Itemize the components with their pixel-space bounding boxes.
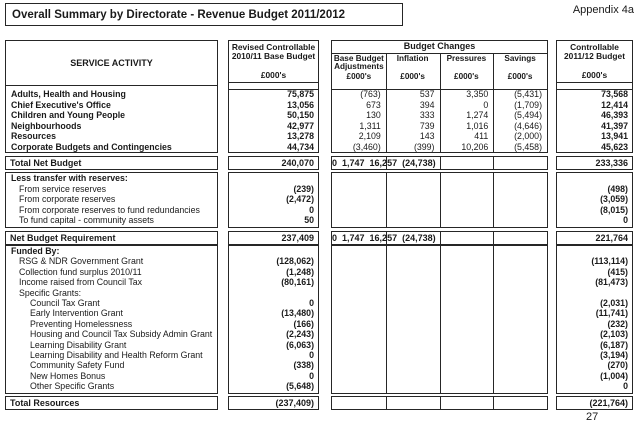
net-budget-requirement-base: 237,409 (228, 231, 319, 245)
controllable-budget-panel (556, 40, 633, 153)
col-header-savings: Savings £000's (493, 53, 547, 83)
directorate-label: Neighbourhoods (11, 120, 82, 131)
reserves-base-panel (228, 172, 319, 228)
total-net-budget-out: 233,336 (556, 156, 633, 170)
funded-by-label: Specific Grants: (19, 287, 82, 298)
funded-by-base-value: (80,161) (281, 277, 314, 288)
funded-by-label: Income raised from Council Tax (19, 277, 143, 288)
units-label: £000's (400, 72, 425, 81)
budget-changes-subheaders (332, 53, 547, 83)
base-budget-value: 13,278 (287, 131, 314, 141)
funded-by-out-value: (1,004) (600, 370, 628, 381)
inflation-total: 1,747 (342, 157, 365, 168)
inflation-value: 394 (419, 99, 435, 110)
service-activity-label: SERVICE ACTIVITY (70, 58, 153, 68)
funded-by-base-value (229, 288, 318, 298)
funded-by-label: Community Safety Fund (30, 360, 125, 371)
pressures-value: 3,350 (466, 89, 489, 99)
savings-value: (5,431) (514, 89, 542, 99)
total-resources-base: (237,409) (228, 396, 319, 410)
funded-by-label: Preventing Homelessness (30, 318, 133, 329)
funded-by-out-value: (11,741) (595, 308, 628, 319)
total-resources-changes (331, 396, 548, 410)
inflation-total: 1,747 (342, 232, 365, 243)
table-row (332, 131, 547, 142)
funded-by-label: RSG & NDR Government Grant (19, 256, 144, 267)
adjustments-total: 0 (332, 232, 338, 243)
base-budget-value: 44,734 (287, 141, 314, 152)
pressures-total: 16,257 (369, 157, 398, 168)
reserves-base-value (229, 173, 318, 184)
funded-by-out-value (557, 288, 632, 298)
funded-by-out-value: (270) (607, 360, 628, 371)
column-dividers (332, 397, 547, 409)
col-header-pressures: Pressures £000's (440, 53, 494, 83)
net-budget-requirement-row (5, 231, 218, 245)
total-net-budget-label: Total Net Budget (10, 157, 82, 168)
directorate-label: Resources (11, 131, 56, 141)
revised-base-values (229, 89, 318, 152)
reserves-out-value: (498) (607, 183, 628, 194)
directorate-label: Children and Young People (11, 110, 126, 120)
column-dividers (332, 173, 547, 227)
controllable-budget-values (557, 89, 632, 152)
funded-by-labels-panel (5, 245, 218, 394)
funded-by-base-value: (2,243) (286, 329, 314, 340)
controllable-budget-value: 41,397 (601, 120, 628, 131)
total-resources-label: Total Resources (10, 397, 80, 408)
reserves-changes-panel (331, 172, 548, 228)
savings-value: (2,000) (514, 131, 542, 141)
base-budget-value: 13,056 (287, 99, 314, 110)
funded-by-base-value (229, 246, 318, 256)
title-box (5, 3, 403, 26)
savings-total: (24,738) (402, 157, 436, 168)
page-number: 27 (586, 411, 599, 423)
units-label: £000's (581, 70, 608, 80)
funded-by-base-value: (5,648) (286, 381, 314, 392)
budget-changes-panel (331, 40, 548, 153)
funded-by-base-value: 0 (309, 370, 314, 381)
inflation-value: 739 (419, 120, 435, 131)
units-label: £000's (454, 72, 479, 81)
funded-by-base-value: (166) (293, 318, 314, 329)
controllable-budget-value: 46,393 (601, 110, 628, 120)
funded-by-label: Early Intervention Grant (30, 308, 123, 319)
savings-total: (24,738) (402, 232, 436, 243)
pressures-value: 0 (483, 99, 489, 110)
funded-by-base-panel (228, 245, 319, 394)
funded-by-out-value (557, 246, 632, 256)
reserves-out-value: 0 (623, 215, 628, 225)
funded-by-base-value: 0 (309, 297, 314, 308)
funded-by-out-value: (6,187) (600, 339, 628, 350)
pressures-value: 411 (474, 131, 489, 141)
base-budget-value: 50,150 (287, 110, 314, 120)
service-activity-header (6, 41, 217, 86)
funded-by-base-value: (128,062) (276, 256, 314, 267)
reserves-base-value: 50 (304, 215, 314, 225)
inflation-value: (399) (413, 141, 435, 152)
page-title: Overall Summary by Directorate - Revenue Budget 2011/2012 (12, 8, 346, 21)
net-budget-requirement-changes (331, 231, 548, 245)
funded-by-out-value: (2,031) (600, 297, 628, 308)
adjustments-value: (763) (360, 89, 381, 99)
funded-by-base-value: (338) (293, 360, 314, 371)
directorate-label: Corporate Budgets and Contingencies (11, 141, 172, 152)
net-budget-requirement-out: 221,764 (556, 231, 633, 245)
adjustments-value: 130 (366, 110, 381, 120)
inflation-value: 537 (419, 89, 435, 99)
funded-by-out-panel (556, 245, 633, 394)
pressures-total: 16,257 (369, 232, 398, 243)
directorate-label: Adults, Health and Housing (11, 89, 126, 99)
reserves-label: To fund capital - community assets (19, 215, 154, 225)
col-header-base-budget-adjustments: Base Budget Adjustments £000's (333, 53, 384, 81)
funded-by-base-value: (6,063) (286, 339, 314, 350)
revised-base-header (229, 41, 318, 83)
funded-by-out-value: (3,194) (600, 349, 628, 360)
total-net-budget-changes (331, 156, 548, 170)
reserves-base-value: 0 (309, 204, 314, 215)
pressures-value: 10,206 (461, 141, 489, 152)
inflation-value: 143 (419, 131, 435, 141)
base-budget-value: 42,977 (287, 120, 314, 131)
reserves-label: From corporate reserves to fund redundancies (19, 204, 200, 215)
funded-by-out-value: 0 (623, 381, 628, 392)
controllable-budget-header (557, 41, 632, 83)
units-label: £000's (346, 72, 372, 81)
funded-by-label: New Homes Bonus (30, 370, 106, 381)
reserves-labels-panel (5, 172, 218, 228)
revised-base-title: Revised Controllable 2010/11 Base Budget (231, 42, 316, 61)
table-row (332, 142, 547, 153)
reserves-base-value: (239) (293, 183, 314, 194)
directorate-label: Chief Executive's Office (11, 99, 111, 110)
revised-base-panel (228, 40, 319, 153)
funded-by-changes-panel (331, 245, 548, 394)
reserves-out-value: (8,015) (600, 204, 628, 215)
savings-value: (4,646) (514, 120, 542, 131)
funded-by-label: Other Specific Grants (30, 381, 115, 392)
savings-value: (5,458) (514, 141, 542, 152)
funded-by-base-value: 0 (309, 349, 314, 360)
funded-by-base-value: (1,248) (286, 266, 314, 277)
units-label: £000's (507, 72, 533, 81)
reserves-label: Less transfer with reserves: (11, 173, 128, 183)
controllable-budget-value: 73,568 (601, 89, 628, 99)
total-net-budget-row (5, 156, 218, 170)
table-row (332, 89, 547, 100)
reserves-out-value (557, 173, 632, 184)
controllable-budget-value: 12,414 (601, 99, 628, 110)
adjustments-value: 673 (366, 99, 381, 110)
funded-by-out-value: (113,114) (591, 256, 628, 267)
table-row (332, 100, 547, 111)
reserves-label: From service reserves (19, 183, 107, 194)
pressures-value: 1,274 (466, 110, 489, 120)
funded-by-label: Learning Disability and Health Reform Grant (30, 349, 203, 360)
table-row (332, 110, 547, 121)
service-activity-panel (5, 40, 218, 153)
reserves-out-value: (3,059) (600, 194, 628, 204)
pressures-value: 1,016 (466, 120, 489, 131)
appendix-label: Appendix 4a (572, 4, 634, 16)
adjustments-value: 1,311 (359, 120, 381, 131)
controllable-budget-value: 45,623 (601, 141, 628, 152)
total-resources-out: (221,764) (556, 396, 633, 410)
table-row (332, 121, 547, 132)
funded-by-label: Council Tax Grant (30, 297, 100, 308)
controllable-budget-value: 13,941 (601, 131, 628, 141)
savings-value: (5,494) (514, 110, 542, 120)
units-label: £000's (260, 70, 287, 80)
base-budget-value: 75,875 (287, 89, 314, 99)
reserves-base-value: (2,472) (286, 194, 314, 204)
budget-changes-header: Budget Changes (332, 41, 547, 54)
col-header-inflation: Inflation £000's (386, 53, 440, 83)
total-resources-row (5, 396, 218, 410)
adjustments-value: (3,460) (352, 141, 381, 152)
funded-by-out-value: (81,473) (595, 277, 628, 288)
adjustments-total: 0 (332, 157, 338, 168)
savings-value: (1,709) (514, 99, 542, 110)
funded-by-label: Collection fund surplus 2010/11 (19, 266, 142, 277)
column-dividers (332, 246, 547, 393)
reserves-label: From corporate reserves (19, 194, 116, 204)
directorate-labels (6, 89, 217, 152)
total-net-budget-base: 240,070 (228, 156, 319, 170)
net-budget-requirement-label: Net Budget Requirement (10, 232, 116, 243)
funded-by-base-value: (13,480) (281, 308, 314, 319)
inflation-value: 333 (419, 110, 435, 120)
budget-changes-values (332, 89, 547, 152)
funded-by-out-value: (415) (607, 266, 628, 277)
funded-by-label: Funded By: (11, 246, 60, 256)
controllable-budget-title: Controllable 2011/12 Budget (564, 42, 625, 61)
reserves-out-panel (556, 172, 633, 228)
funded-by-label: Learning Disability Grant (30, 339, 127, 350)
funded-by-label: Housing and Council Tax Subsidy Admin Grant (30, 329, 213, 340)
adjustments-value: 2,109 (358, 131, 381, 141)
funded-by-out-value: (2,103) (600, 329, 628, 340)
funded-by-out-value: (232) (607, 318, 628, 329)
